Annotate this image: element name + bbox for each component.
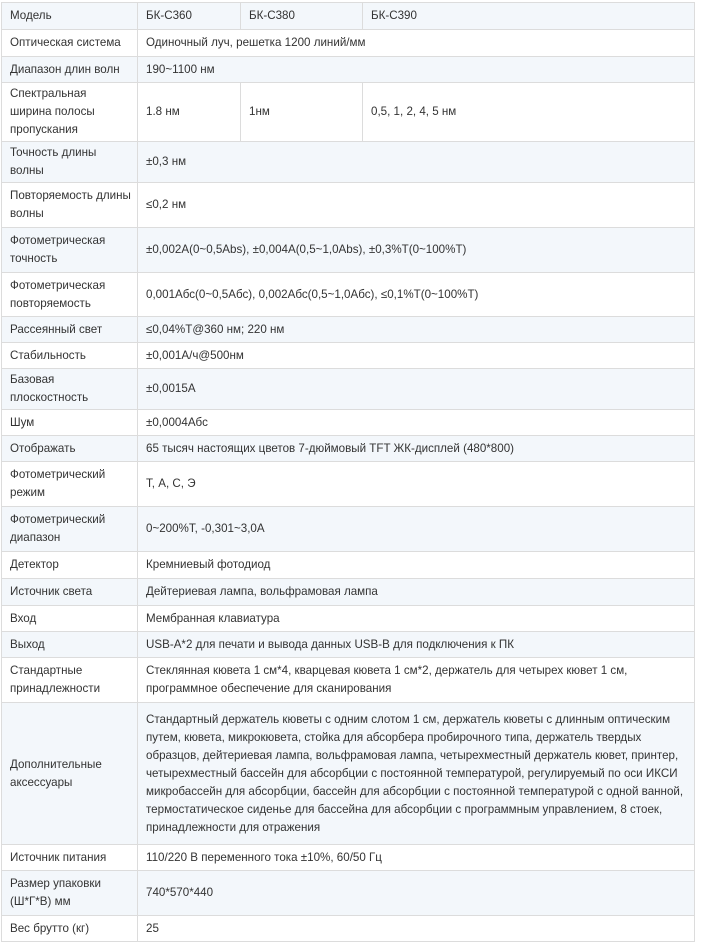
row-value-model-1: 1.8 нм (138, 83, 241, 142)
row-label: Детектор (2, 552, 138, 579)
row-value: Т, А, С, Э (138, 462, 695, 507)
row-value: 110/220 В переменного тока ±10%, 60/50 Гц (138, 845, 695, 871)
table-row (2, 228, 695, 273)
row-label: Фотометрический диапазон (2, 507, 138, 552)
row-value: ≤0,04%T@360 нм; 220 нм (138, 317, 695, 343)
row-label: Повторяемость длины волны (2, 183, 138, 228)
row-value: 25 (138, 916, 695, 942)
row-label: Фотометрический режим (2, 462, 138, 507)
table-row (2, 436, 695, 462)
table-row (2, 703, 695, 845)
row-label: Источник света (2, 579, 138, 606)
row-value: Стеклянная кювета 1 см*4, кварцевая кювета 1 см*2, держатель для четырех кювет 1 см, программное обеспечение для сканирования (138, 658, 695, 703)
row-value: Мембранная клавиатура (138, 606, 695, 632)
table-row (2, 30, 695, 57)
row-value: 190~1100 нм (138, 57, 695, 83)
row-label: Источник питания (2, 845, 138, 871)
header-label-cell: Модель (2, 3, 138, 30)
row-value: 65 тысяч настоящих цветов 7-дюймовый TFT ЖК-дисплей (480*800) (138, 436, 695, 462)
row-value: 740*570*440 (138, 871, 695, 916)
model-cell-3: БК-С390 (363, 3, 695, 30)
table-row (2, 462, 695, 507)
row-label: Диапазон длин волн (2, 57, 138, 83)
table-row (2, 83, 695, 142)
header-row (2, 3, 695, 30)
table-row (2, 142, 695, 183)
row-label: Фотометрическая точность (2, 228, 138, 273)
row-label: Вес брутто (кг) (2, 916, 138, 942)
row-value-model-2: 1нм (241, 83, 363, 142)
row-label: Выход (2, 632, 138, 658)
table-row (2, 606, 695, 632)
row-value: ±0,0015A (138, 369, 695, 410)
table-row (2, 343, 695, 369)
row-label: Стандартные принадлежности (2, 658, 138, 703)
table-row (2, 57, 695, 83)
row-value: 0,001Абс(0~0,5Абс), 0,002Абс(0,5~1,0Абс), ≤0,1%T(0~100%T) (138, 273, 695, 317)
row-value: 0~200%Т, -0,301~3,0А (138, 507, 695, 552)
row-value: ≤0,2 нм (138, 183, 695, 228)
row-value: ±0,002A(0~0,5Abs), ±0,004A(0,5~1,0Abs), ±0,3%T(0~100%T) (138, 228, 695, 273)
table-row (2, 871, 695, 916)
row-value: Стандартный держатель кюветы с одним слотом 1 см, держатель кюветы с длинным оптическим путем, кювета, микрокювета, стойка для абсорбера пробирочного типа, держатель твердых образцов, дейтериевая лампа, вольфрамовая лампа, четырехместный держатель кювет, принтер, четырехместный бассейн для абсорбции с постоянной температурой, регулируемый по оси ИКСИ микробассейн для абсорбции, бассейн для абсорбции с постоянной температурой с одной ванной, термостатическое сиденье для бассейна для абсорбции с программным управлением, 8 стоек, принадлежности для отражения (138, 703, 695, 845)
model-cell-1: БК-С360 (138, 3, 241, 30)
row-label: Стабильность (2, 343, 138, 369)
row-value: Одиночный луч, решетка 1200 линий/мм (138, 30, 695, 57)
row-value: Дейтериевая лампа, вольфрамовая лампа (138, 579, 695, 606)
row-value: USB-A*2 для печати и вывода данных USB-B для подключения к ПК (138, 632, 695, 658)
row-label: Оптическая система (2, 30, 138, 57)
table-row (2, 507, 695, 552)
table-row (2, 273, 695, 317)
row-label: Базовая плоскостность (2, 369, 138, 410)
table-row (2, 845, 695, 871)
row-label: Шум (2, 410, 138, 436)
row-label: Дополнительные аксессуары (2, 703, 138, 845)
table-row (2, 183, 695, 228)
row-label: Размер упаковки (Ш*Г*В) мм (2, 871, 138, 916)
row-label: Вход (2, 606, 138, 632)
table-row (2, 632, 695, 658)
row-label: Точность длины волны (2, 142, 138, 183)
table-row (2, 916, 695, 942)
row-value: ±0,001A/ч@500нм (138, 343, 695, 369)
row-value: Кремниевый фотодиод (138, 552, 695, 579)
row-label: Рассеянный свет (2, 317, 138, 343)
row-label: Отображать (2, 436, 138, 462)
table-row (2, 658, 695, 703)
row-value: ±0,0004Абс (138, 410, 695, 436)
row-value-model-3: 0,5, 1, 2, 4, 5 нм (363, 83, 695, 142)
table-row (2, 579, 695, 606)
row-label: Фотометрическая повторяемость (2, 273, 138, 317)
specification-table (1, 2, 695, 942)
table-row (2, 552, 695, 579)
table-row (2, 369, 695, 410)
table-row (2, 317, 695, 343)
row-label: Спектральная ширина полосы пропускания (2, 83, 138, 142)
row-value: ±0,3 нм (138, 142, 695, 183)
model-cell-2: БК-С380 (241, 3, 363, 30)
table-row (2, 410, 695, 436)
